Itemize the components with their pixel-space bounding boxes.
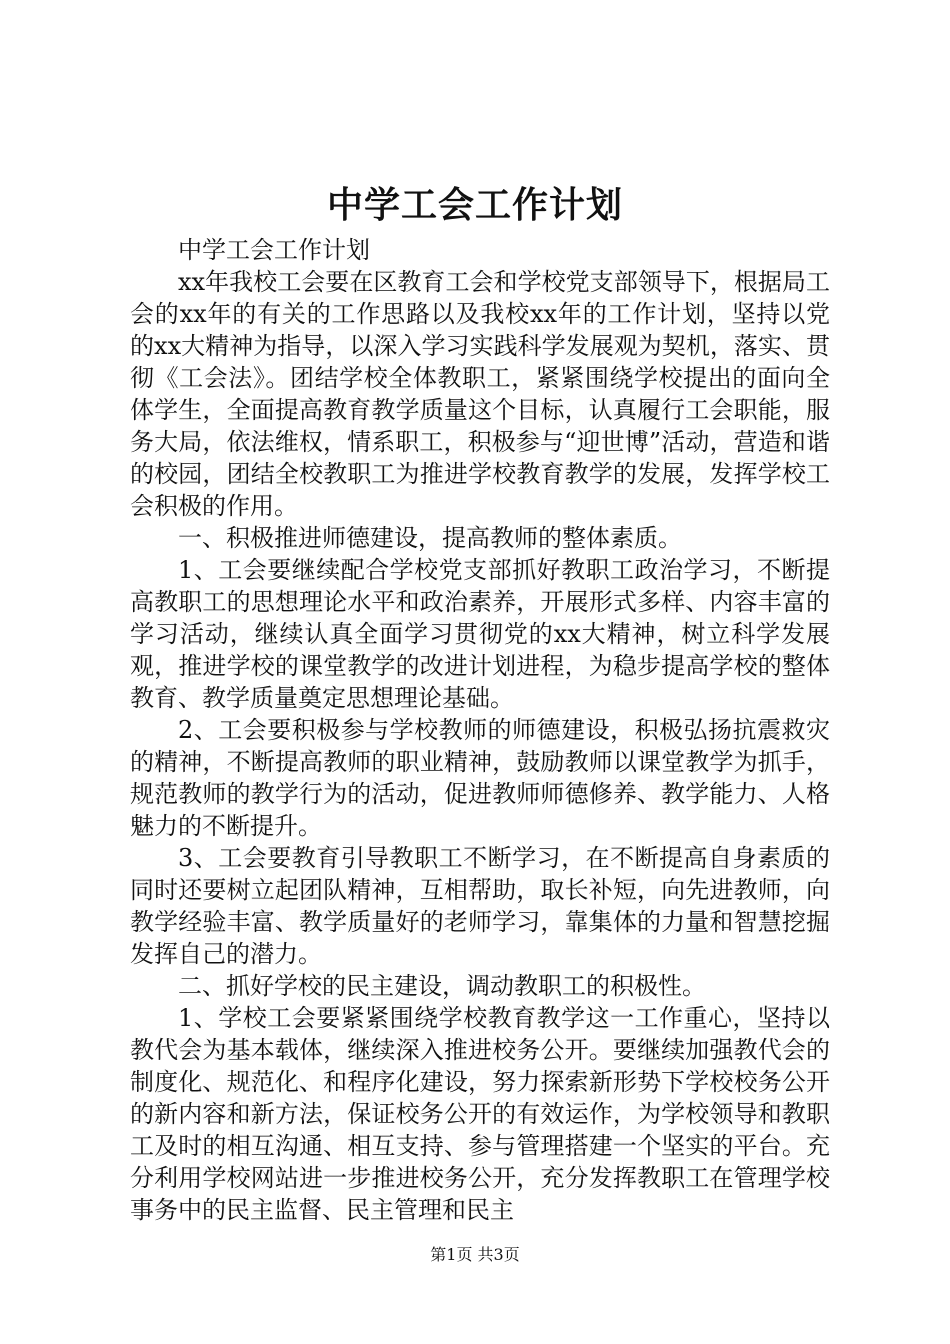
paragraph: 2、工会要积极参与学校教师的师德建设，积极弘扬抗震救灾的精神，不断提高教师的职业精神，鼓励教师以课堂教学为抓手，规范教师的教学行为的活动，促进教师师德修养、教学能力、人格魅力的不断提升。: [130, 716, 830, 840]
section-heading: 一、积极推进师德建设，提高教师的整体素质。: [178, 524, 682, 552]
section-heading: 二、抓好学校的民主建设，调动教职工的积极性。: [178, 972, 706, 1000]
paragraph: 中学工会工作计划: [178, 236, 370, 264]
page-footer: 第1页 共3页: [430, 1245, 520, 1264]
paragraph: xx年我校工会要在区教育工会和学校党支部领导下，根据局工会的xx年的有关的工作思路以及我校xx年的工作计划，坚持以党的xx大精神为指导，以深入学习实践科学发展观为契机，落实、贯彻《工会法》。团结学校全体教职工，紧紧围绕学校提出的面向全体学生，全面提高教育教学质量这个目标，认真履行工会职能，服务大局，依法维权，情系职工，积极参与“迎世博”活动，营造和谐的校园，团结全校教职工为推进学校教育教学的发展，发挥学校工会积极的作用。: [130, 268, 830, 520]
paragraph: 3、工会要教育引导教职工不断学习，在不断提高自身素质的同时还要树立起团队精神，互相帮助，取长补短，向先进教师，向教学经验丰富、教学质量好的老师学习，靠集体的力量和智慧挖掘发挥自己的潜力。: [130, 844, 830, 968]
paragraph: 1、学校工会要紧紧围绕学校教育教学这一工作重心，坚持以教代会为基本载体，继续深入推进校务公开。要继续加强教代会的制度化、规范化、和程序化建设，努力探索新形势下学校校务公开的新内容和新方法，保证校务公开的有效运作，为学校领导和教职工及时的相互沟通、相互支持、参与管理搭建一个坚实的平台。充分利用学校网站进一步推进校务公开，充分发挥教职工在管理学校事务中的民主监督、民主管理和民主: [130, 1004, 830, 1224]
paragraph: 1、工会要继续配合学校党支部抓好教职工政治学习，不断提高教职工的思想理论水平和政治素养，开展形式多样、内容丰富的学习活动，继续认真全面学习贯彻党的xx大精神，树立科学发展观，推进学校的课堂教学的改进计划进程，为稳步提高学校的整体教育、教学质量奠定思想理论基础。: [130, 556, 830, 712]
document-title: 中学工会工作计划: [326, 184, 623, 226]
document-body: [130, 234, 830, 1226]
